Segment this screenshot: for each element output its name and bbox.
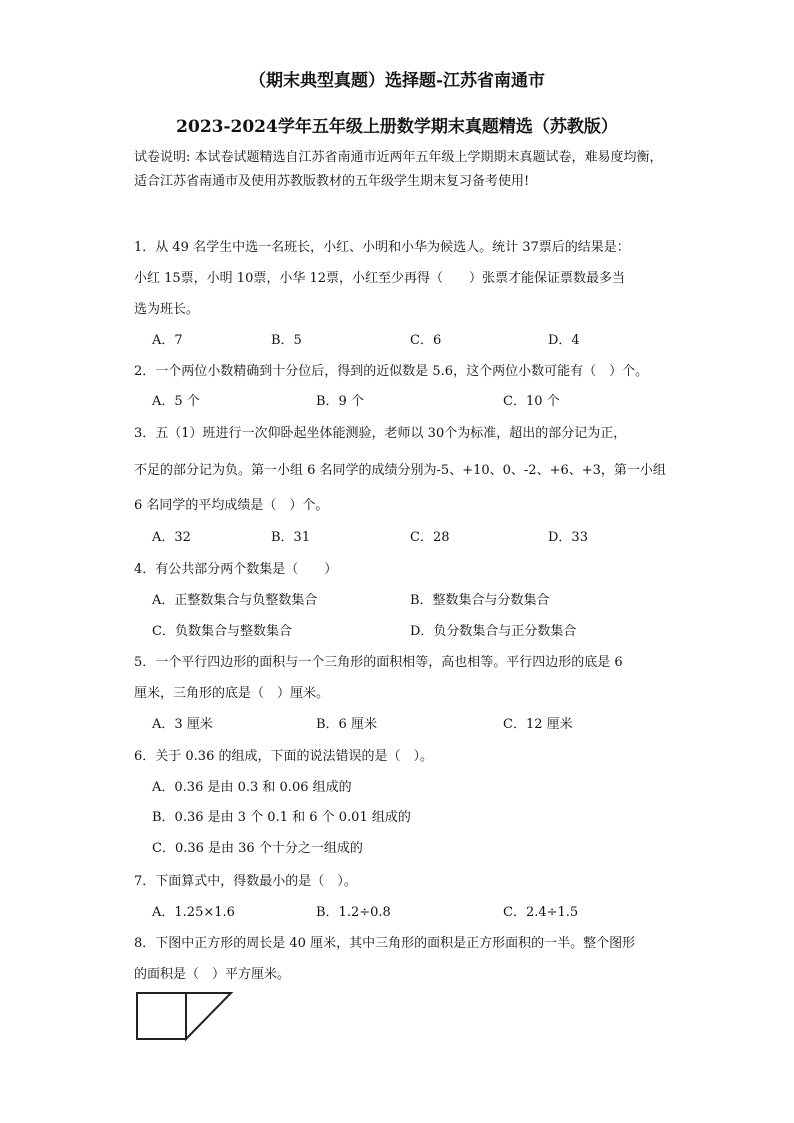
question-1-option-a: A．7 [152,333,183,348]
question-1-line-3: 选为班长。 [134,302,200,317]
question-7-option-b: B．1.2÷0.8 [316,905,391,920]
question-1-option-b: B．5 [271,333,302,348]
question-8-line-2: 的面积是（ ）平方厘米。 [134,967,291,982]
question-2-option-b: B．9 个 [316,394,364,409]
question-6-option-a: A．0.36 是由 0.3 和 0.06 组成的 [152,780,352,795]
question-4-line-1: 4．有公共部分两个数集是（ ） [134,562,338,577]
question-3-line-2: 不足的部分记为负。第一小组 6 名同学的成绩分别为-5、+10、0、-2、+6、+3，第一小组 [134,463,666,478]
question-8-line-1: 8．下图中正方形的周长是 40 厘米，其中三角形的面积是正方形面积的一半。整个图形 [134,936,636,951]
question-7-option-a: A．1.25×1.6 [152,905,235,920]
question-1-line-1: 1．从 49 名学生中选一名班长，小红、小明和小华为候选人。统计 37票后的结果是： [134,240,630,255]
question-3-option-d: D．33 [548,530,588,545]
question-6-line-1: 6．关于 0.36 的组成，下面的说法错误的是（ ）。 [134,749,433,764]
question-4-option-b: B．整数集合与分数集合 [410,593,550,608]
title-line-1: （期末典型真题）选择题-江苏省南通市 [248,71,546,91]
question-5-option-a: A．3 厘米 [152,717,213,732]
square-triangle-figure [134,990,234,1042]
question-4-option-a: A．正整数集合与负整数集合 [152,593,318,608]
title-line-2: 2023-2024学年五年级上册数学期末真题精选（苏教版） [176,117,618,137]
question-5-option-c: C．12 厘米 [503,717,573,732]
question-3-option-a: A．32 [152,530,191,545]
question-5-line-2: 厘米，三角形的底是（ ）厘米。 [134,686,330,701]
question-1-option-c: C．6 [410,333,442,348]
exam-intro: 试卷说明: 本试卷试题精选自江苏省南通市近两年五年级上学期期末真题试卷，难易度均衡，适合江苏省南通市及使用苏教版教材的五年级学生期末复习备考使用! [134,150,663,189]
question-3-option-c: C．28 [410,530,450,545]
question-2-option-a: A．5 个 [152,394,200,409]
question-5-option-b: B．6 厘米 [316,717,377,732]
question-6-option-c: C．0.36 是由 36 个十分之一组成的 [152,841,363,856]
question-4-option-d: D．负分数集合与正分数集合 [410,624,577,639]
question-7-line-1: 7．下面算式中，得数最小的是（ ）。 [134,874,357,889]
question-2-line-1: 2．一个两位小数精确到十分位后，得到的近似数是 5.6，这个两位小数可能有（ ）个。 [134,364,649,379]
question-5-line-1: 5．一个平行四边形的面积与一个三角形的面积相等，高也相等。平行四边形的底是 6 [134,655,623,670]
triangle-shape [186,993,231,1039]
question-3-line-3: 6 名同学的平均成绩是（ ）个。 [134,498,329,513]
question-7-option-c: C．2.4÷1.5 [503,905,579,920]
question-3-line-1: 3．五（1）班进行一次仰卧起坐体能测验，老师以 30个为标准，超出的部分记为正， [134,426,627,441]
square-shape [137,993,186,1039]
question-1-option-d: D．4 [548,333,580,348]
question-3-option-b: B．31 [271,530,311,545]
question-2-option-c: C．10 个 [503,394,560,409]
question-6-option-b: B．0.36 是由 3 个 0.1 和 6 个 0.01 组成的 [152,810,411,825]
question-1-line-2: 小红 15票，小明 10票，小华 12票，小红至少再得（ ）张票才能保证票数最多当 [134,271,626,286]
question-4-option-c: C．负数集合与整数集合 [152,624,292,639]
